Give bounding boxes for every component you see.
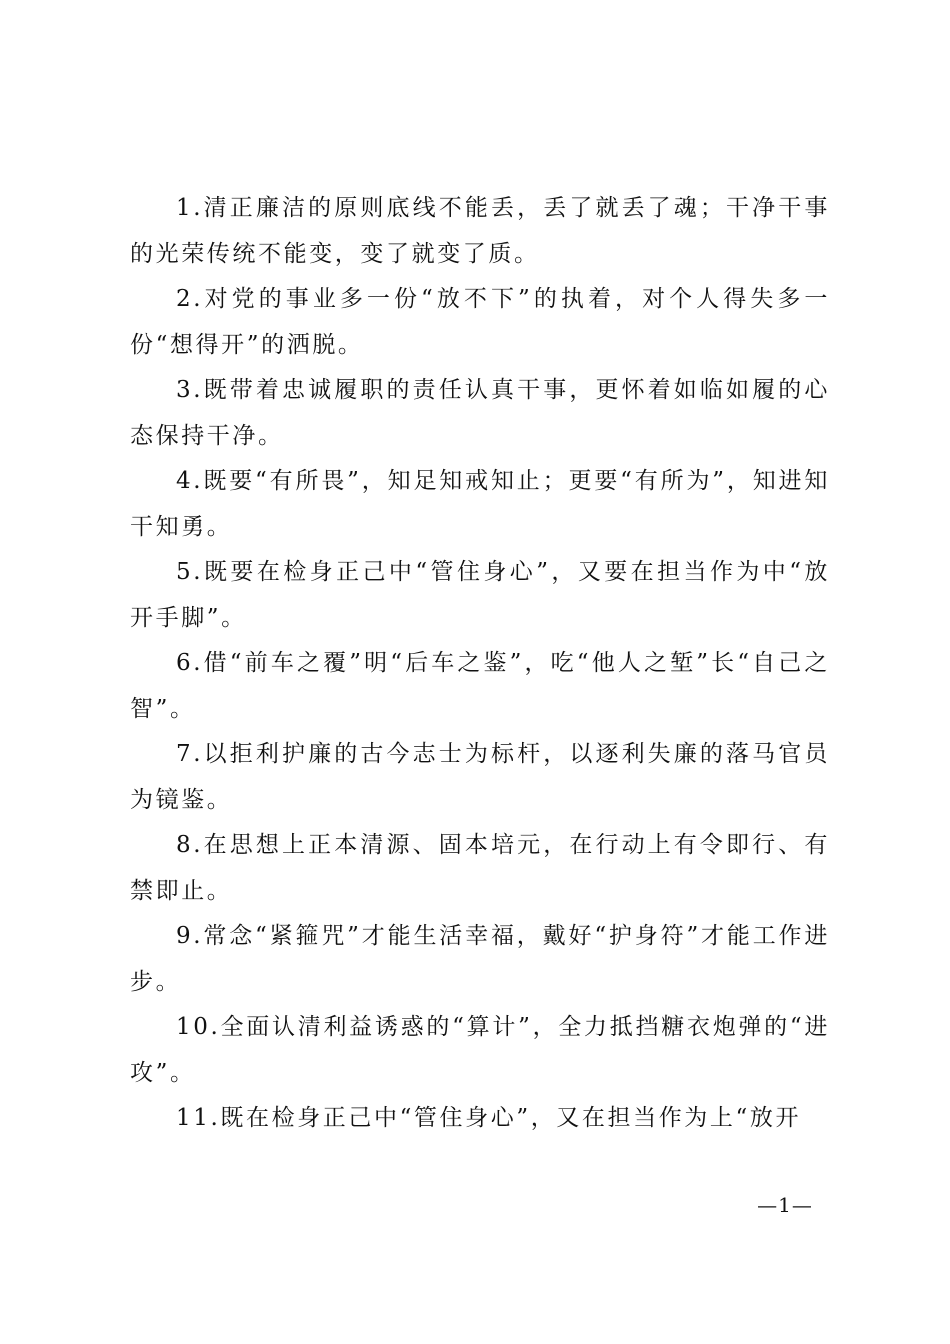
list-item: 5.既要在检身正己中“管住身心”，又要在担当作为中“放开手脚”。 [130, 559, 830, 631]
document-body [130, 186, 830, 1142]
list-item: 11.既在检身正己中“管住身心”，又在担当作为上“放开 [176, 1105, 802, 1131]
list-item: 3.既带着忠诚履职的责任认真干事，更怀着如临如履的心态保持干净。 [130, 377, 830, 449]
list-item: 6.借“前车之覆”明“后车之鉴”，吃“他人之堑”长“自己之智”。 [130, 650, 830, 722]
list-item: 8.在思想上正本清源、固本培元，在行动上有令即行、有禁即止。 [130, 832, 830, 904]
page-number: —1— [757, 1193, 813, 1217]
list-item: 7.以拒利护廉的古今志士为标杆，以逐利失廉的落马官员为镜鉴。 [130, 741, 830, 813]
list-item: 1.清正廉洁的原则底线不能丢，丢了就丢了魂；干净干事的光荣传统不能变，变了就变了质。 [130, 195, 830, 267]
list-item: 9.常念“紧箍咒”才能生活幸福，戴好“护身符”才能工作进步。 [130, 923, 830, 995]
list-item: 2.对党的事业多一份“放不下”的执着，对个人得失多一份“想得开”的洒脱。 [130, 286, 830, 358]
list-item: 4.既要“有所畏”，知足知戒知止；更要“有所为”，知进知干知勇。 [130, 468, 830, 540]
list-item: 10.全面认清利益诱惑的“算计”，全力抵挡糖衣炮弹的“进攻”。 [130, 1014, 830, 1086]
